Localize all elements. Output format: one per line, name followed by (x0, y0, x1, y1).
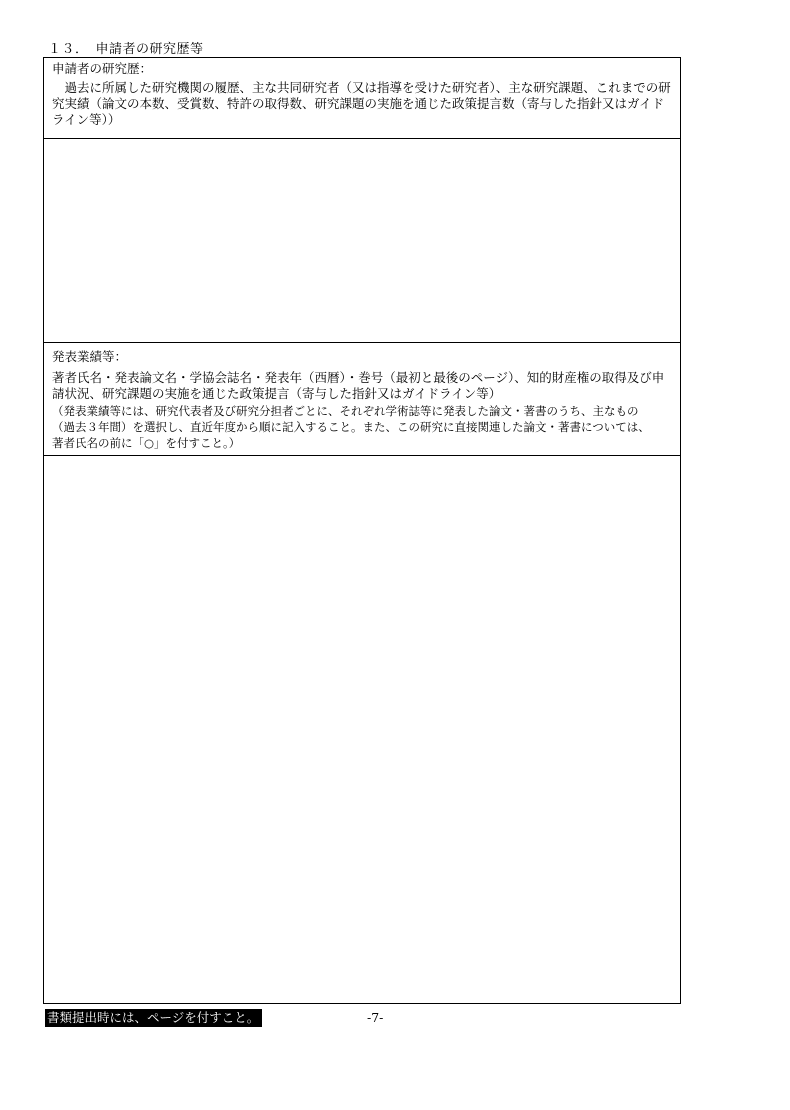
publications-instruction: 著者氏名・発表論文名・学協会誌名・発表年（西暦）・巻号（最初と最後のページ）、知的財産権の取得及び申請状況、研究課題の実施を通じた政策提言（寄与した指針又はガイドライン等） (52, 370, 665, 401)
publications-entry-area[interactable] (44, 456, 680, 1003)
submission-note: 書類提出時には、ページを付すこと。 (45, 1009, 262, 1027)
publications-label: 発表業績等： (52, 349, 128, 364)
research-history-instruction: 過去に所属した研究機関の履歴、主な共同研究者（又は指導を受けた研究者）、主な研究課題、これまでの研究実績（論文の本数、受賞数、特許の取得数、研究課題の実施を通じた政策提言数（寄与した指針又はガイドライン等）） (52, 80, 671, 127)
research-history-entry-area[interactable] (44, 139, 680, 343)
publications-note: （発表業績等には、研究代表者及び研究分担者ごとに、それぞれ学術誌等に発表した論文・著書のうち、主なもの（過去３年間）を選択し、直近年度から順に記入すること。また、この研究に直接関連した論文・著書については、著者氏名の前に「○」を付すこと。） (52, 404, 650, 450)
section-title: １３． 申請者の研究歴等 (48, 42, 204, 57)
research-history-form (43, 57, 681, 1004)
research-history-header-cell (44, 58, 680, 139)
page-number: -7- (367, 1010, 384, 1025)
publications-header-cell (44, 343, 680, 456)
research-history-label: 申請者の研究歴： (52, 61, 153, 76)
